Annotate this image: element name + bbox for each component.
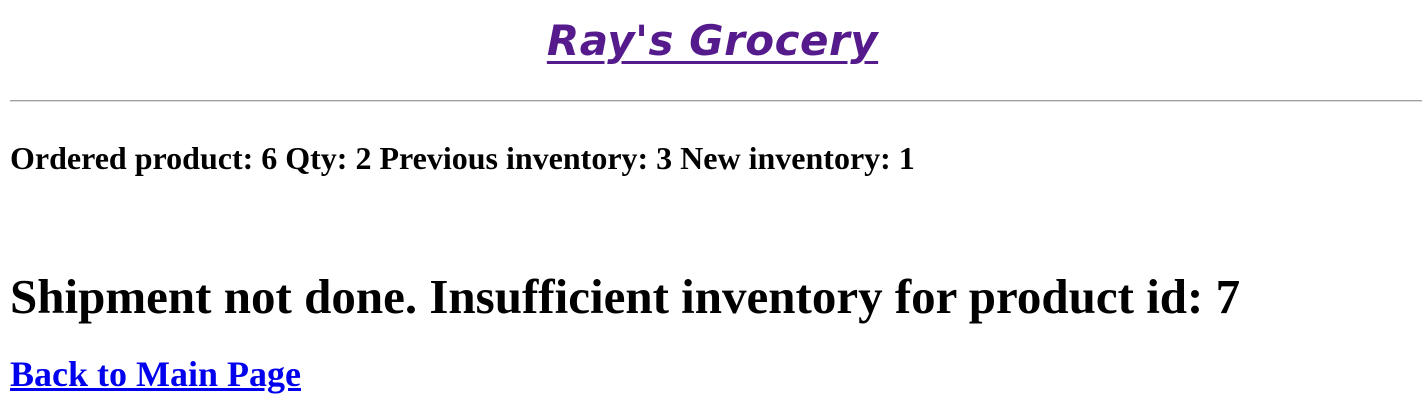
- new-inventory-label: New inventory:: [672, 140, 899, 176]
- product-label: Ordered product:: [10, 140, 262, 176]
- page-header: [0, 0, 1425, 70]
- previous-inventory-label: Previous inventory:: [371, 140, 657, 176]
- qty-value: 2: [355, 140, 372, 176]
- back-to-main-link[interactable]: Back to Main Page: [10, 354, 301, 394]
- shipment-error-message: Shipment not done. Insufficient inventory for product id: 7: [10, 269, 1241, 324]
- product-id: 6: [261, 140, 278, 176]
- order-summary: [10, 138, 915, 178]
- header-divider: [10, 100, 1422, 102]
- previous-inventory-value: 3: [656, 140, 673, 176]
- qty-label: Qty:: [277, 140, 356, 176]
- new-inventory-value: 1: [898, 140, 915, 176]
- site-title-link[interactable]: Ray's Grocery: [546, 16, 879, 65]
